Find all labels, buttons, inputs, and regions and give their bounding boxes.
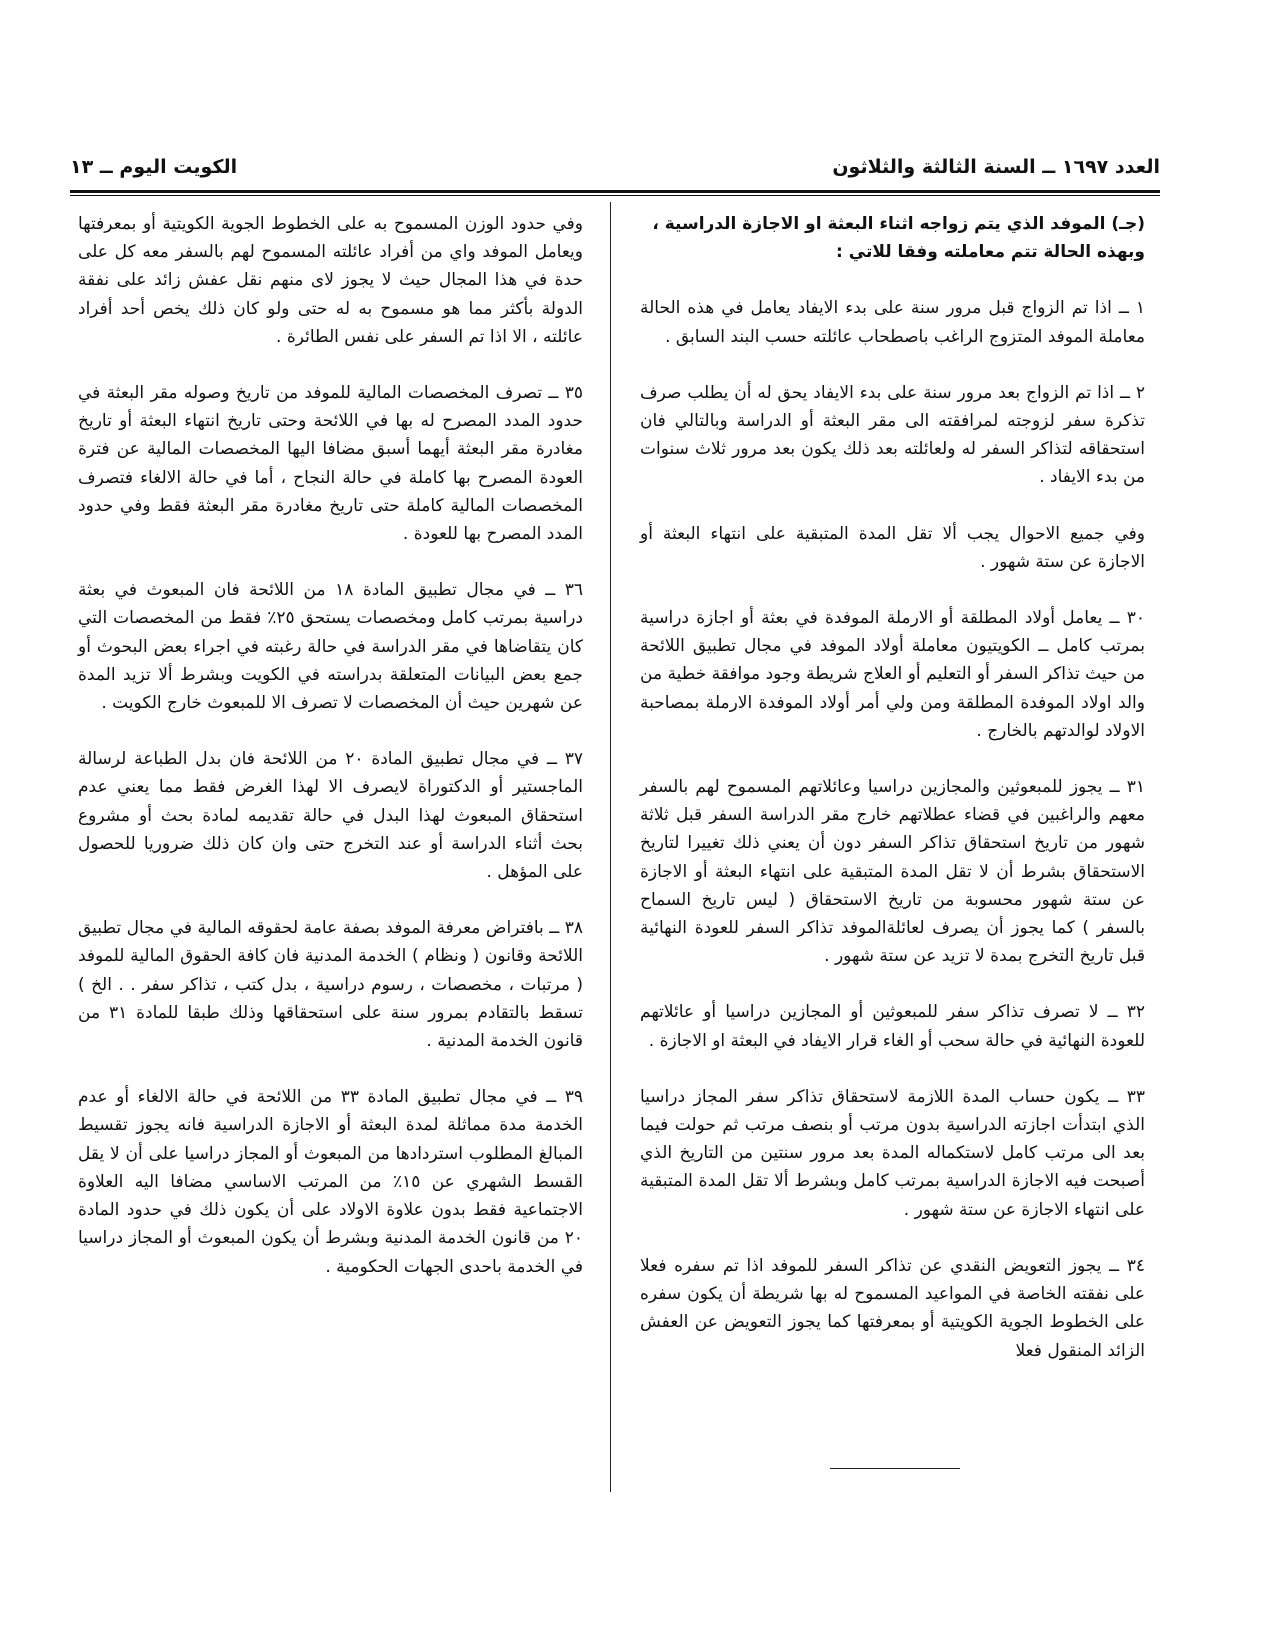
paragraph: ١ ــ اذا تم الزواج قبل مرور سنة على بدء الايفاد يعامل في هذه الحالة معاملة الموفد المتزوج الراغب باصطحاب عائلته حسب البند السابق . [640, 298, 1145, 347]
paragraph: ٣٨ ــ بافتراض معرفة الموفد بصفة عامة لحقوقه المالية في مجال تطبيق اللائحة وقانون ( ونظام ) الخدمة المدنية فان كافة الحقوق المالية للموفد ( مرتبات ، مخصصات ، رسوم دراسية ، بدل كتب ، تذاكر سفر . . الخ ) تسقط بالتقادم بمرور سنة على استحقاقها وذلك طبقا للمادة ٣١ من قانون الخدمة المدنية . [78, 918, 583, 1052]
paragraph: وفي حدود الوزن المسموح به على الخطوط الجوية الكويتية أو بمعرفتها ويعامل الموفد واي من أفراد عائلته المسموح لهم بالسفر معه كل على حدة في هذا المجال حيث لا يجوز لاى منهم نقل عفش زائد على نفقة الدولة بأكثر مما هو مسموح به له حتى ولو كان ذلك يخص أحد أفراد عائلته ، الا اذا تم السفر على نفس الطائرة . [78, 214, 583, 347]
paragraph: ٣٦ ــ في مجال تطبيق المادة ١٨ من اللائحة فان المبعوث في بعثة دراسية بمرتب كامل ومخصصات يستحق ٢٥٪ فقط من المخصصات التي كان يتقاضاها في مقر الدراسة في حالة رغبته في اجراء بعض البحوث أو جمع بعض البيانات المتعلقة بدراسته في الكويت وبشرط ألا تزيد المدة عن شهرين حيث أن المخصصات لا تصرف الا للمبعوث خارج الكويت . [78, 580, 584, 714]
section-intro [640, 210, 1145, 266]
issue-info: العدد ١٦٩٧ ــ السنة الثالثة والثلاثون [832, 156, 1160, 178]
intro-line-1: (جـ) الموفد الذي يتم زواجه اثناء البعثة او الاجازة الدراسية ، [652, 214, 1145, 234]
end-rule [830, 1468, 960, 1469]
paragraph: ٣٧ ــ في مجال تطبيق المادة ٢٠ من اللائحة فان بدل الطباعة لرسالة الماجستير أو الدكتوراة لايصرف الا لهذا الغرض فقط مما يعني عدم استحقاق المبعوث لهذا البدل في حالة تقديمه لمادة بحث أو مشروع بحث أثناء الدراسة أو عند التخرج حتى وان كان ذلك ضروريا للحصول على المؤهل . [78, 749, 583, 883]
intro-line-2: وبهذه الحالة تتم معاملته وفقا للاتي : [836, 242, 1145, 263]
paragraph: ٣٥ ــ تصرف المخصصات المالية للموفد من تاريخ وصوله مقر البعثة في حدود المدد المصرح له بها في اللائحة وحتى تاريخ انتهاء البعثة أو تاريخ مغادرة مقر البعثة أيهما أسبق مضافا اليها المخصصات المالية عن فترة العودة المصرح بها كاملة في حالة النجاح ، أما في حالة الالغاء فتصرف المخصصات المالية كاملة حتى تاريخ مغادرة مقر البعثة فقط وفي حدود المدد المصرح بها للعودة . [78, 383, 583, 545]
page-header [70, 150, 1160, 190]
paragraph: وفي جميع الاحوال يجب ألا تقل المدة المتبقية على انتهاء البعثة أو الاجازة عن ستة شهور . [640, 523, 1145, 572]
right-column [640, 210, 1145, 1393]
paragraph: ٣٠ ــ يعامل أولاد المطلقة أو الارملة الموفدة في بعثة أو اجازة دراسية بمرتب كامل ــ الكويتيون معاملة أولاد الموفد في مجال تطبيق اللائحة من حيث تذاكر السفر أو التعليم أو العلاج شريطة وجود موافقة خطية من والد اولاد الموفدة المطلقة ومن ولي أمر أولاد الموفدة الارملة بمصاحبة الاولاد لوالدتهم بالخارج . [640, 608, 1145, 741]
column-divider [610, 202, 611, 1492]
paragraph: ٣٩ ــ في مجال تطبيق المادة ٣٣ من اللائحة في حالة الالغاء أو عدم الخدمة مدة مماثلة لمدة البعثة أو الاجازة الدراسية فانه يجوز تقسيط المبالغ المطلوب استردادها من المبعوث أو المجاز دراسيا على أن لا يقل القسط الشهري عن ١٥٪ من المرتب الاساسي مضافا اليه العلاوة الاجتماعية فقط بدون علاوة الاولاد على أن يكون ذلك في حدود المادة ٢٠ من قانون الخدمة المدنية وبشرط أن يكون المبعوث أو المجاز دراسيا في الخدمة باحدى الجهات الحكومية . [78, 1087, 584, 1277]
paragraph: ٢ ــ اذا تم الزواج بعد مرور سنة على بدء الايفاد يحق له أن يطلب صرف تذكرة سفر لزوجته لمرافقته الى مقر البعثة أو الدراسة وبالتالي فان استحقاقه لتذاكر السفر له ولعائلته بعد ذلك يكون بعد مرور ثلاث سنوات من بدء الايفاد . [640, 382, 1145, 488]
paragraph: ٣٤ ــ يجوز التعويض النقدي عن تذاكر السفر للموفد اذا تم سفره فعلا على نفقته الخاصة في المواعيد المسموح له بها شريطة أن يكون سفره على الخطوط الجوية الكويتية أو بمعرفتها كما يجوز التعويض عن العفش الزائد المنقول فعلا [640, 1255, 1145, 1361]
paragraph: ٣١ ــ يجوز للمبعوثين والمجازين دراسيا وعائلاتهم المسموح لهم بالسفر معهم والراغبين في قضاء عطلاتهم خارج مقر الدراسة السفر قبل ثلاثة شهور من تاريخ استحقاق تذاكر السفر دون أن يعني ذلك تغييرا لتاريخ الاستحقاق بشرط أن لا تقل المدة المتبقية على انتهاء البعثة أو الاجازة عن ستة شهور محسوبة من تاريخ الاستحقاق ( ليس تاريخ السماح بالسفر ) كما يجوز أن يصرف لعائلةالموفد تذاكر السفر للعودة النهائية قبل تاريخ التخرج بمدة لا تزيد عن ستة شهور . [640, 777, 1145, 967]
publication-page: الكويت اليوم ــ ١٣ [70, 156, 238, 178]
left-column [78, 210, 583, 1309]
header-rule [70, 190, 1160, 193]
header-rule-thin [70, 195, 1160, 196]
paragraph: ٣٢ ــ لا تصرف تذاكر سفر للمبعوثين أو المجازين دراسيا أو عائلاتهم للعودة النهائية في حالة سحب أو الغاء قرار الايفاد في البعثة او الاجازة . [640, 1002, 1145, 1051]
paragraph: ٣٣ ــ يكون حساب المدة اللازمة لاستحقاق تذاكر سفر المجاز دراسيا الذي ابتدأت اجازته الدراسية بدون مرتب أو بنصف مرتب ثم حولت فيما بعد الى مرتب كامل لاستكماله المدة بعد مرور سنتين من التاريخ الذي أصبحت فيه الاجازة الدراسية بمرتب كامل وبشرط ألا تقل المدة المتبقية على انتهاء الاجازة عن ستة شهور . [640, 1086, 1145, 1220]
